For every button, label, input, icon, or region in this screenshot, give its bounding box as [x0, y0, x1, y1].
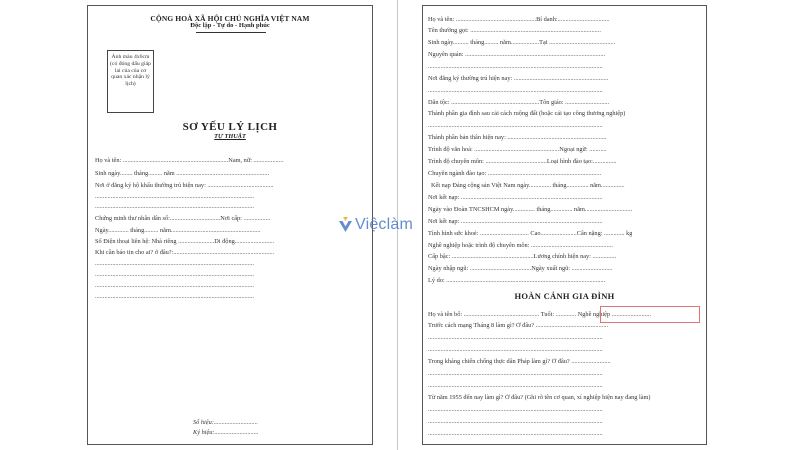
- field-health: Tình hình sức khoẻ: ............................... Cao.......................Cân nặng: ............. kg: [428, 230, 633, 237]
- photo-placeholder: [107, 50, 154, 113]
- blank-line: ...............................................................................................................: [428, 334, 603, 341]
- blank-line: .....................................................................................................: [95, 260, 254, 267]
- field-enlistment: Ngày nhập ngũ: .......................................Ngày xuất ngũ: ..........................: [428, 265, 613, 272]
- field-since-1955: Từ năm 1955 đến nay làm gì? Ở đâu? (Ghi rõ tên cơ quan, xí nghiệp hiện nay đang làm): [428, 394, 651, 401]
- field-join-place: Nơi kết nạp: ..........................................................................................: [428, 218, 603, 225]
- vieclam-watermark: [338, 212, 428, 238]
- field-youth-union: Ngày vào Đoàn TNCSHCM ngày.............. tháng.............. năm..............................: [428, 206, 633, 213]
- field-father: Họ và tên bố: ................................................ Tuổi: ............. Nghề nghiệp .........................: [428, 311, 652, 318]
- field-occupation: Nghề nghiệp hoặc trình độ chuyên môn: ....................................................: [428, 242, 613, 249]
- blank-line: ...............................................................................................................: [428, 418, 603, 425]
- field-hometown: Nguyên quán: .........................................................................................: [428, 51, 606, 58]
- motto-underline: [196, 32, 266, 33]
- field-major: Chuyên ngành đào tạo: ........................................................................: [428, 170, 602, 177]
- field-residence-line: .....................................................................................................: [95, 203, 254, 210]
- section-title: HOÀN CẢNH GIA ĐÌNH: [514, 291, 615, 301]
- form-page-right: [422, 5, 707, 445]
- field-full-name: Họ và tên: ...................................................................Nam, nữ: ...................: [95, 157, 284, 164]
- document-subtitle: TỰ THUẬT: [214, 133, 246, 140]
- blank-line: .....................................................................................................: [95, 293, 254, 300]
- field-reason: Lý do: .....................................................................................................: [428, 277, 606, 284]
- blank-line: ...............................................................................................................: [428, 63, 603, 70]
- field-pre-revolution: Trước cách mạng Tháng 8 làm gì? Ở đâu? ..............................................: [428, 322, 609, 329]
- field-residence-line: .....................................................................................................: [95, 193, 254, 200]
- field-residence: Nơi đăng ký thường trú hiện nay: ............................................................: [428, 75, 609, 82]
- blank-line: .....................................................................................................: [95, 271, 254, 278]
- field-rank-salary: Cấp bậc: ....................................................Lương chính hiện nay: ...............: [428, 253, 617, 260]
- field-id-date: Ngày............. tháng......... năm.........................................................: [95, 227, 261, 234]
- field-full-name: Họ và tên: ...................................................Bí danh:.................................: [428, 16, 610, 23]
- field-common-name: Tên thường gọi: ...................................................................................: [428, 27, 601, 34]
- photo-instructions: Ảnh màu 4x6cm (có đóng dấu giáp lai của của cơ quan xác nhận lý lịch): [110, 54, 151, 88]
- field-birth-date: Sinh ngày........ tháng......... năm ...........................................................: [95, 170, 270, 177]
- field-residence: Nơi ở đăng ký hộ khẩu thường trú hiện nay: ..........................................: [95, 182, 274, 189]
- field-personal-class: Thành phần bản thân hiện nay: ...............................................................: [428, 134, 607, 141]
- national-motto: Độc lập - Tự do - Hạnh phúc: [190, 22, 270, 29]
- vieclam-logo-icon: [338, 216, 353, 234]
- blank-line: ...............................................................................................................: [428, 87, 603, 94]
- field-education: Trình độ văn hoá: ......................................................Ngoại ngữ: ...........: [428, 146, 607, 153]
- footer-so-hieu: Số hiệu:............................: [193, 419, 258, 426]
- field-qualification: Trình độ chuyên môn: .......................................Loại hình đào tạo:...............: [428, 158, 617, 165]
- blank-line: ...............................................................................................................: [428, 406, 603, 413]
- watermark-text: Việclàm: [355, 216, 414, 233]
- blank-line: ...............................................................................................................: [428, 370, 603, 377]
- field-contact: Khi cần báo tin cho ai? ở đâu?:................................................................: [95, 249, 275, 256]
- field-resistance-war: Trong kháng chiến chống thực dân Pháp làm gì? Ở đâu? .........................: [428, 358, 611, 365]
- field-ethnicity-religion: Dân tộc: ........................................................Tôn giáo: ............................: [428, 99, 610, 106]
- footer-ky-hieu: Ký hiệu:............................: [193, 429, 259, 436]
- field-phone: Số Điện thoại liên hệ: Nhà riêng .......................Di động.........................: [95, 238, 275, 245]
- field-birth: Sinh ngày.......... tháng......... năm..................Tại ..........................................: [428, 39, 616, 46]
- blank-line: ...............................................................................................................: [428, 430, 603, 437]
- blank-line: ...............................................................................................................: [428, 346, 603, 353]
- blank-line: .....................................................................................................: [95, 282, 254, 289]
- field-party-join: Kết nạp Đảng cộng sản Việt Nam ngày.............. tháng.............. năm...............: [431, 182, 625, 189]
- field-join-place: Nơi kết nạp: ..........................................................................................: [428, 194, 603, 201]
- field-family-class: Thành phần gia đình sau cải cách ruộng đất (hoặc cải tạo công thương nghiệp): [428, 110, 626, 117]
- occupation-highlight-box: [600, 306, 700, 323]
- blank-line: ...............................................................................................................: [428, 382, 603, 389]
- blank-line: ...............................................................................................................: [428, 122, 603, 129]
- document-title: SƠ YẾU LÝ LỊCH: [182, 121, 278, 133]
- field-id-card: Chứng minh thư nhân dân số:................................Nơi cấp: .................: [95, 215, 271, 222]
- form-page-left: [87, 5, 373, 445]
- national-title: CỘNG HOÀ XÃ HỘI CHỦ NGHĨA VIỆT NAM: [150, 14, 310, 23]
